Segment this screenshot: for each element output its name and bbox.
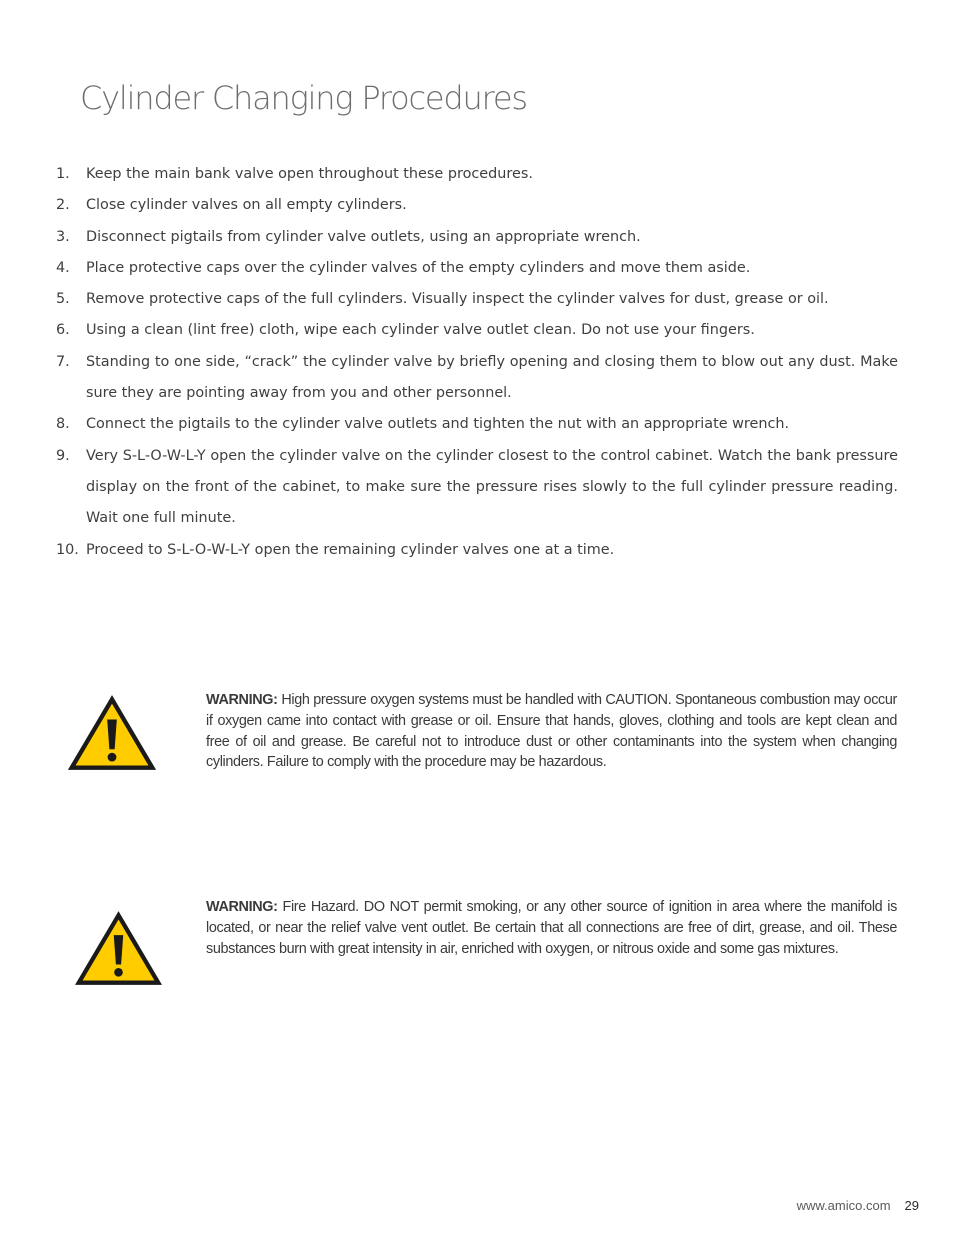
step-number: 8. <box>56 416 70 433</box>
page-number: 29 <box>904 1198 919 1213</box>
list-item <box>56 441 898 535</box>
page-footer <box>797 1198 919 1213</box>
step-text: Close cylinder valves on all empty cylinders. <box>86 197 407 214</box>
warning-label: WARNING: <box>206 899 278 915</box>
step-text: Disconnect pigtails from cylinder valve outlets, using an appropriate wrench. <box>86 228 641 245</box>
list-item <box>56 159 898 190</box>
warning-text <box>206 690 897 773</box>
step-text: Very S-L-O-W-L-Y open the cylinder valve on the cylinder closest to the control cabinet. Watch the bank pressure display on the front of the cabinet, to make sure the pressure rises slowly to the full cylinder pressure reading. Wait one full minute. <box>86 447 898 527</box>
warning-body: High pressure oxygen systems must be handled with CAUTION. Spontaneous combustion may occur if oxygen came into contact with grease or oil. Ensure that hands, gloves, clothing and tools are kept clean and free of oil and grease. Be careful not to introduce dust or other contaminants into the system when changing cylinders. Failure to comply with the procedure may be hazardous. <box>206 692 897 771</box>
step-number: 5. <box>56 291 70 308</box>
warning-triangle-icon <box>68 695 156 772</box>
procedure-steps <box>56 159 898 566</box>
step-number: 9. <box>56 447 70 464</box>
list-item <box>56 535 898 566</box>
step-number: 7. <box>56 353 70 370</box>
step-text: Remove protective caps of the full cylinders. Visually inspect the cylinder valves for dust, grease or oil. <box>86 291 829 308</box>
warning-text <box>206 897 897 959</box>
step-text: Connect the pigtails to the cylinder valve outlets and tighten the nut with an appropriate wrench. <box>86 416 790 433</box>
step-text: Keep the main bank valve open throughout these procedures. <box>86 166 533 182</box>
list-item <box>56 222 898 253</box>
step-number: 10. <box>56 541 79 558</box>
step-text: Proceed to S-L-O-W-L-Y open the remaining cylinder valves one at a time. <box>86 541 615 558</box>
warning-triangle-icon <box>75 911 162 987</box>
step-number: 1. <box>56 166 70 182</box>
warning-label: WARNING: <box>206 692 278 708</box>
list-item <box>56 284 898 315</box>
footer-url: www.amico.com <box>796 1198 891 1213</box>
list-item <box>56 253 898 284</box>
step-number: 3. <box>56 228 70 245</box>
page-title: Cylinder Changing Procedures <box>80 79 527 117</box>
step-number: 6. <box>56 322 70 339</box>
list-item <box>56 409 898 440</box>
list-item <box>56 190 898 221</box>
list-item <box>56 315 898 346</box>
step-number: 4. <box>56 259 70 276</box>
step-text: Standing to one side, “crack” the cylinder valve by briefly opening and closing them to blow out any dust. Make sure they are pointing away from you and other personnel. <box>86 353 898 402</box>
warning-body: Fire Hazard. DO NOT permit smoking, or any other source of ignition in area where the manifold is located, or near the relief valve vent outlet. Be certain that all connections are free of dirt, grease, and oil. These substances burn with great intensity in air, enriched with oxygen, or nitrous oxide and some gas mixtures. <box>206 899 897 957</box>
step-text: Using a clean (lint free) cloth, wipe each cylinder valve outlet clean. Do not use your fingers. <box>86 322 755 339</box>
step-number: 2. <box>56 197 70 214</box>
list-item <box>56 347 898 410</box>
step-text: Place protective caps over the cylinder valves of the empty cylinders and move them aside. <box>86 259 751 276</box>
